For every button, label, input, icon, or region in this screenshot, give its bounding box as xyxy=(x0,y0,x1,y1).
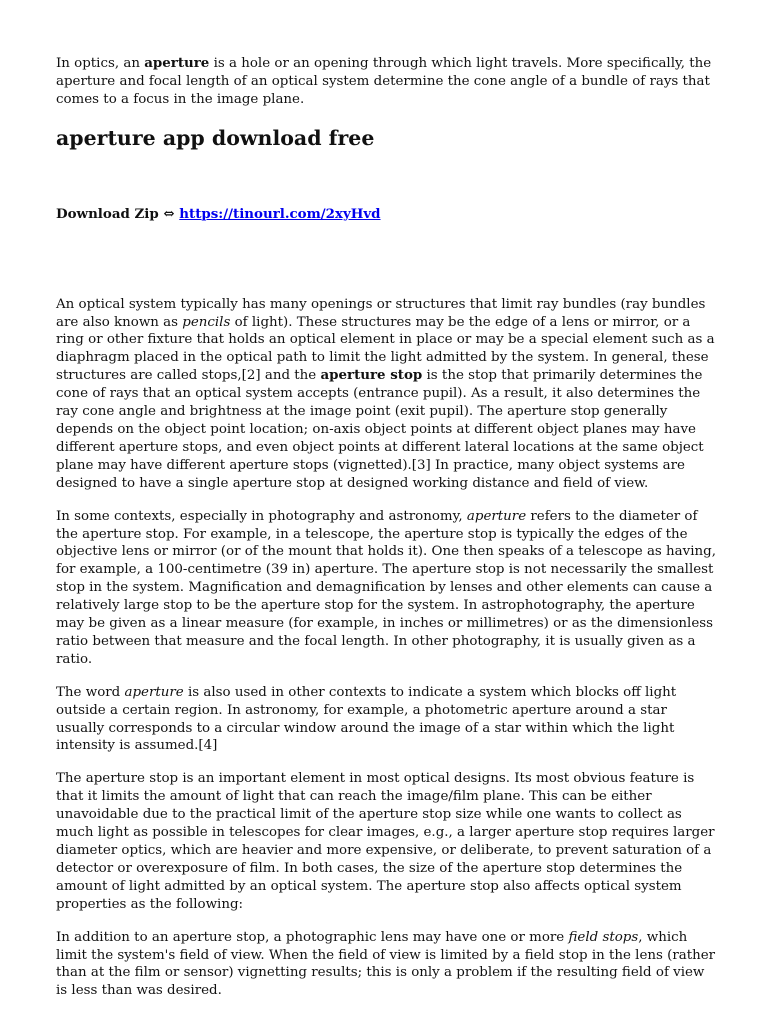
text-run: In optics, an xyxy=(56,56,145,71)
download-label: Download Zip ⇔ xyxy=(56,205,180,222)
text-run: In addition to an aperture stop, a photographic lens may have one or more xyxy=(56,929,569,945)
bold-term: aperture xyxy=(144,55,210,71)
paragraph-aperture-stop: The aperture stop is an important element in most optical designs. Its most obvious feature is that it limits the amount of light that can reach the image/film plane. This can be either unavoidable due to the practical limit of the aperture stop size while one wants to collect as much light as possible in telescopes for clear images, e.g., a larger aperture stop requires larger diameter optics, which are heavier and more expensive, or deliberate, to prevent saturation of a detector or overexposure of film. In both cases, the size of the aperture stop determines the amount of light admitted by an optical system. The aperture stop also affects optical system properties as the following: xyxy=(56,771,715,912)
page-title: aperture app download free xyxy=(56,125,375,150)
bold-term: aperture stop xyxy=(320,367,423,384)
text-run: is a hole or an opening through which light travels. More specifically, the aperture and focal length of an optical system determine the cone angle of a bundle of rays that comes to a focus in the image plane. xyxy=(56,56,712,107)
text-run: In some contexts, especially in photography and astronomy, xyxy=(56,508,467,524)
italic-term: pencils xyxy=(182,314,231,330)
paragraph-contexts xyxy=(56,508,716,669)
paragraph-word-aperture xyxy=(56,684,716,756)
text-run: is the stop that primarily determines the cone of rays that an optical system accepts (entrance pupil). As a result, it also determines the ray cone angle and brightness at the image point (exit pupil). The aperture stop generally depends on the object point location; on-axis object points at different object planes may have different aperture stops, and even object points at different lateral locations at the same object plane may have different aperture stops (vignetted).[3] In practice, many object systems are designed to have a single aperture stop at designed working distance and field of view. xyxy=(56,368,704,491)
italic-term: field stops xyxy=(568,929,639,945)
text-run: , which limit the system's field of view. When the field of view is limited by a field stop in the lens (rather than at the film or sensor) vignetting results; this is only a problem if the resulting field of view is less than was desired. xyxy=(56,929,716,999)
italic-term: aperture xyxy=(124,684,184,700)
paragraph-optical-system xyxy=(56,296,716,493)
text-run: is also used in other contexts to indicate a system which blocks off light outside a certain region. In astronomy, for example, a photometric aperture around a star usually corresponds to a circular window around the image of a star within which the light intensity is assumed.[4] xyxy=(56,684,677,754)
intro-paragraph xyxy=(56,55,716,109)
download-link[interactable]: https://tinourl.com/2xyHvd xyxy=(179,205,381,222)
text-run: The word xyxy=(56,684,125,700)
text-run: of light). These structures may be the edge of a lens or mirror, or a ring or other fixture that holds an optical element in place or may be a special element such as a diaphragm placed in the optical path to limit the light admitted by the system. In general, these structures are called stops,[2] and the xyxy=(56,314,715,384)
download-line xyxy=(56,206,716,224)
article xyxy=(56,55,716,1015)
paragraph-field-stops xyxy=(56,929,716,1001)
italic-term: aperture xyxy=(466,508,527,524)
text-run: refers to the diameter of the aperture stop. For example, in a telescope, the aperture stop is typically the edges of the objective lens or mirror (or of the mount that holds it). One then speaks of a telescope as having, for example, a 100-centimetre (39 in) aperture. The aperture stop is not necessarily the smallest stop in the system. Magnification and demagnification by lenses and other elements can cause a relatively large stop to be the aperture stop for the system. In astrophotography, the aperture may be given as a linear measure (for example, in inches or millimetres) or as the dimensionless ratio between that measure and the focal length. In other photography, it is usually given as a ratio. xyxy=(56,508,716,667)
text-run: An optical system typically has many openings or structures that limit ray bundles (ray bundles are also known as xyxy=(56,296,706,330)
